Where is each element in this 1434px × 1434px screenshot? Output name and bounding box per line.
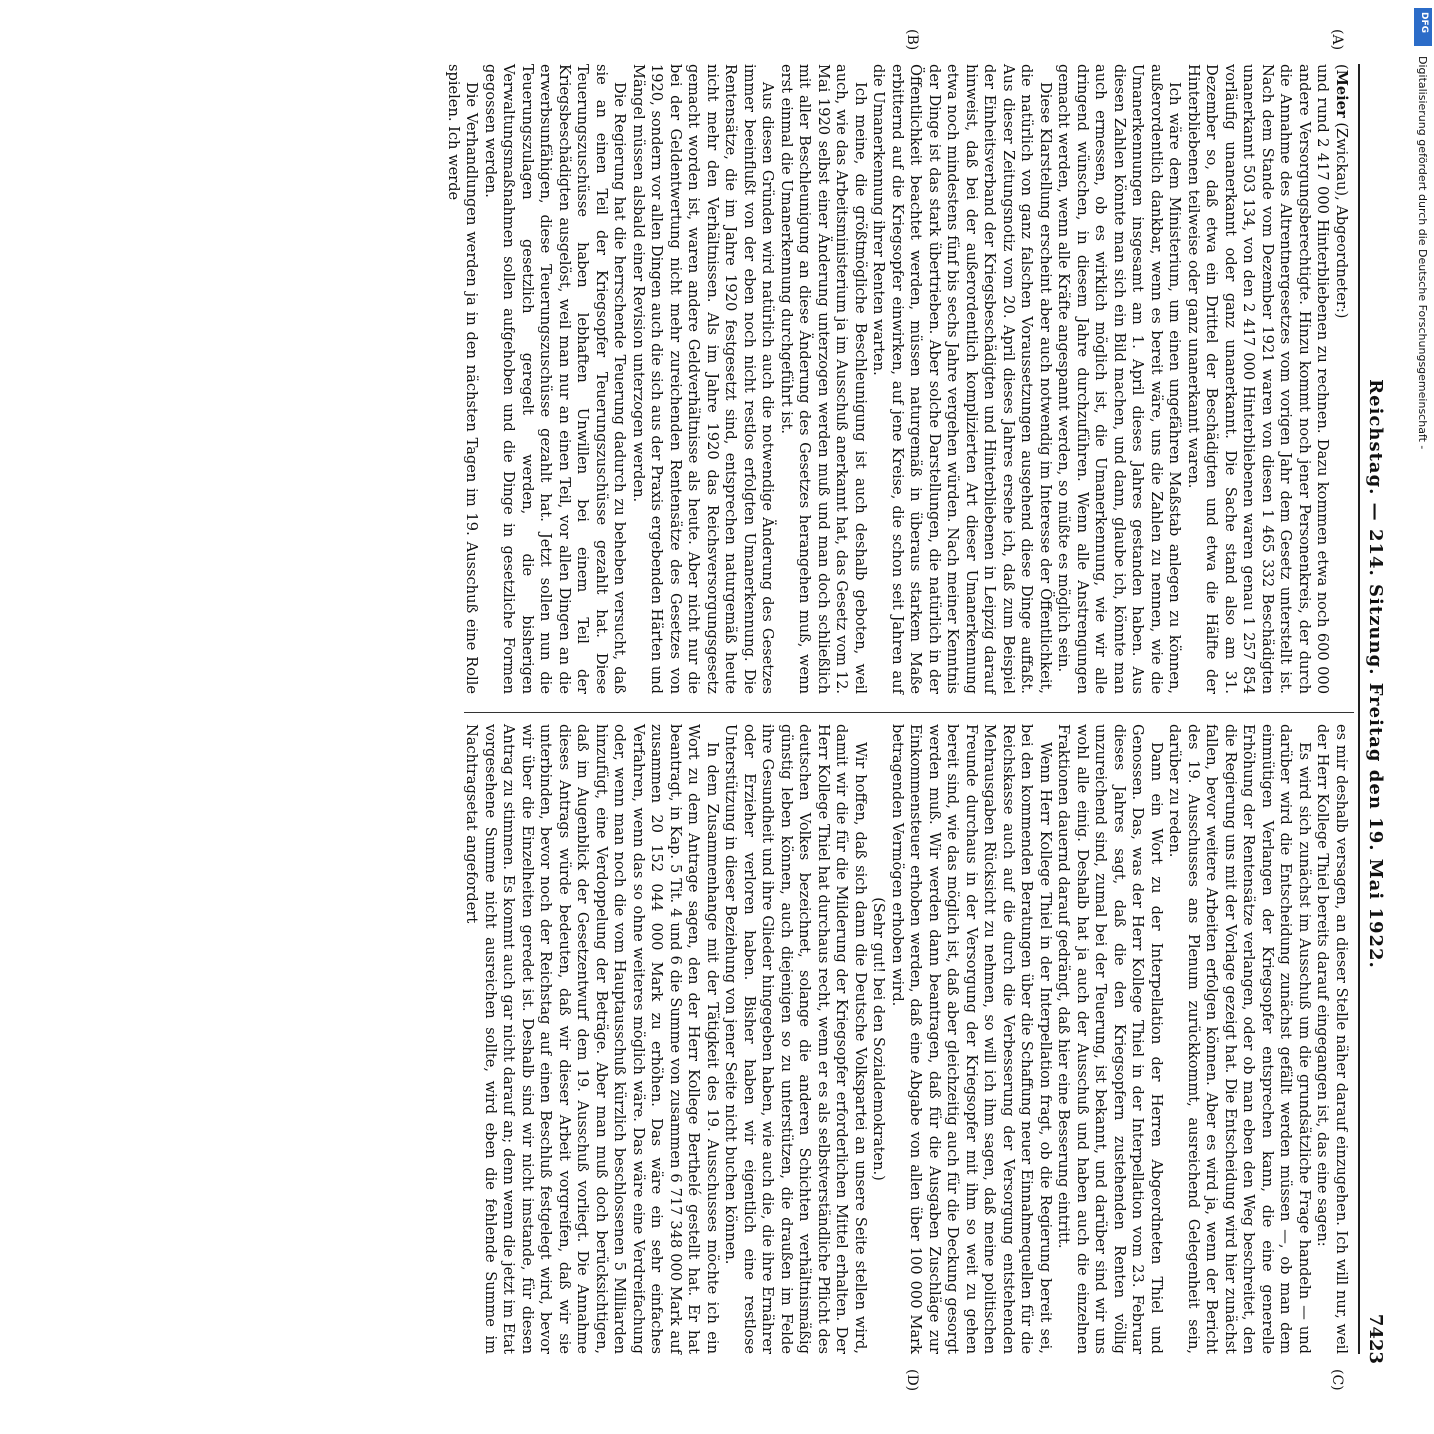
margin-mark-a: (A) — [1329, 29, 1345, 51]
speaker-line: (Meier (Zwickau), Abgeordneter:) — [1333, 64, 1350, 319]
paragraph: Wenn Herr Kollege Thiel in der Interpellation fragt, ob die Regierung bereit sei, bei den kommenden Beratungen über die Schaffung neuer Einnahmequellen für die Reichskasse auch auf die durch die Verbesserung der Versorgung entstehenden Mehrausgaben Rücksicht zu nehmen, so will ich ihm sagen, daß meine politischen Freunde durchaus in der Versorgung der Kriegsopfer mit ihm so weit zu gehen bereit sind, wie das möglich ist, daß aber gleichzeitig auch für die Deckung gesorgt werden muß. Wir werden dann beantragen, daß für die Ausgaben Zuschläge zur Einkommensteuer erhoben werden, daß eine Abgabe von allen über 100 000 Mark betragenden Vermögen erhoben wird. — [889, 724, 1054, 1354]
paragraph: Es wird sich zunächst im Ausschuß um die grundsätzliche Frage handeln — und darüber wird die Entscheidung zunächst gefällt werden müssen —, ob man dem einmütigen Verlangen der Kriegsopfer entsprechen kann, die eine generelle Erhöhung der Rentensätze verlangen, oder ob man eben den Weg beschreitet, den die Regierung uns mit der Vorlage gezeigt hat. Die Entscheidung wird hier zunächst fallen, bevor weitere Arbeiten erfolgen können. Aber es wird ja, wenn der Bericht des 19. Ausschusses ans Plenum zurückkommt, ausreichend Gelegenheit sein, darüber zu reden. — [1166, 724, 1313, 1354]
page-number: 7423 — [1365, 1313, 1387, 1364]
margin-mark-c: (C) — [1329, 1369, 1345, 1391]
speaker-note: (Zwickau), Abgeordneter: — [1333, 122, 1350, 313]
side-note-text: Digitalisierung gefördert durch die Deutsche Forschungsgemeinschaft - — [1416, 56, 1429, 450]
page-header — [1362, 64, 1390, 1364]
left-column — [445, 64, 1350, 694]
paragraph: Dann ein Wort zu der Interpellation der Herren Abgeordneten Thiel und Genossen. Das, was der Herr Kollege Thiel in der Interpellation vom 23. Februar dieses Jahres sagt, daß die den Kriegsopfern zustehenden Renten völlig unzureichend sind, zumal bei der Teuerung, ist bekannt, und darüber sind wir uns wohl alle einig. Deshalb hat ja auch der Ausschuß und haben auch die einzelnen Fraktionen dauernd darauf gedrängt, daß hier eine Besserung eintritt. — [1055, 724, 1165, 1354]
paragraph: Die Regierung hat die herrschende Teuerung dadurch zu beheben versucht, daß sie an einen Teil der Kriegsopfer Teuerungszuschüsse gezahlt hat. Diese Teuerungszuschüsse haben lebhaften Unwillen bei einem Teil der Kriegsbeschädigten ausgelöst, weil man nur an einen Teil, vor allen Dingen an die erwerbsunfähigen, diese Teuerungszuschüsse gezahlt hat. Jetzt sollen nun die Teuerungszulagen gesetzlich geregelt werden, die bisherigen Verwaltungsmaßnahmen sollen aufgehoben und die Dinge in gesetzliche Formen gegossen werden. — [482, 64, 629, 694]
paragraph: und rund 2 417 000 Hinterbliebenen zu rechnen. Dazu kommen etwa noch 600 000 andere Versorgungsberechtigte. Hinzu kommt noch jener Personenkreis, der durch die Annahme des Altrentnergesetzes vom vorigen Jahr dem Gesetz unterstellt ist. Nach dem Stande vom Dezember 1921 waren von diesen 1 465 332 Beschädigten unanerkannt 503 134, von den 2 417 000 Hinterbliebenen waren genau 1 257 854 vorläufig unanerkannt oder ganz unanerkannt. Die Sache stand also am 31. Dezember so, daß etwa ein Drittel der Beschädigten und etwa die Hälfte der Hinterbliebenen teilweise oder ganz unanerkannt waren. — [1185, 64, 1332, 694]
margin-mark-b: (B) — [904, 29, 920, 51]
running-header: Reichstag. — 214. Sitzung. Freitag den 19. Mai 1922. — [1365, 379, 1387, 969]
speaker-name: Meier — [1333, 69, 1350, 118]
paragraph: Diese Klarstellung erscheint aber auch notwendig im Interesse der Öffentlichkeit, die natürlich von ganz falschen Voraussetzungen ausgehend diese Dinge auffaßt. Aus dieser Zeitungsnotiz vom 20. April dieses Jahres ersehe ich, daß zum Beispiel der Einheitsverband der Kriegsbeschädigten und Hinterbliebenen in Leipzig darauf hinweist, daß bei der außerordentlich komplizierten Art dieser Umanerkennung etwa noch mindestens fünf bis sechs Jahre vergehen würden. Nach meiner Kenntnis der Dinge ist das stark übertrieben. Aber solche Darstellungen, die natürlich in der Öffentlichkeit beachtet werden, müssen naturgemäß in überaus starkem Maße erbitternd auf die Kriegsopfer einwirken, auf jene Kreise, die schon seit Jahren auf die Umanerkennung ihrer Renten warten. — [870, 64, 1054, 694]
interjection: (Sehr gut! bei den Sozialdemokraten.) — [870, 897, 888, 1181]
rotated-content — [446, 24, 1390, 1394]
margin-mark-d: (D) — [904, 1369, 920, 1392]
paragraph: Die Verhandlungen werden ja in den nächsten Tagen im 19. Ausschuß eine Rolle spielen. Ich werde — [445, 64, 481, 694]
paragraph: Ich wäre dem Ministerium, um einen ungefähren Maßstab anlegen zu können, außerordentlich dankbar, wenn es bereit wäre, uns die Zahlen zu nennen, wie die Umanerkennungen insgesamt am 1. April dieses Jahres gestanden haben. Aus diesen Zahlen könnte man sich ein Bild machen, und dann, glaube ich, könnte man auch ermessen, ob es wirklich möglich ist, die Umanerkennung, wie wir alle dringend wünschen, in diesem Jahre durchzuführen. Wenn alle Anstrengungen gemacht werden, wenn alle Kräfte angespannt werden, so müßte es möglich sein. — [1055, 64, 1184, 694]
paragraph: Aus diesen Gründen wird natürlich auch die notwendige Änderung des Gesetzes immer beeinflußt von der eben noch nicht restlos erfolgten Umanerkennung. Die Rentensätze, die im Jahre 1920 festgesetzt sind, entsprechen naturgemäß heute nicht mehr den Verhältnissen. Als im Jahre 1920 das Reichsversorgungsgesetz gemacht worden ist, waren andere Geldverhältnisse als heute. Aber nicht nur die bei der Geldentwertung nicht mehr zureichenden Rentensätze des Gesetzes von 1920, sondern vor allen Dingen auch die sich aus der Praxis ergebenden Härten und Mängel müssen alsbald einer Revision unterzogen werden. — [630, 64, 777, 694]
dfg-logo: DFG — [1414, 8, 1432, 46]
right-column — [460, 724, 1350, 1354]
side-note — [1414, 8, 1432, 998]
column-divider — [464, 712, 1354, 713]
paragraph: es mir deshalb versagen, an dieser Stelle näher darauf einzugehen. Ich will nur, weil der Herr Kollege Thiel bereits darauf eingegangen ist, das eine sagen: — [1314, 724, 1350, 1354]
header-rule — [1358, 64, 1360, 1354]
paragraph: Wir hoffen, daß sich dann die Deutsche Volkspartei an unsere Seite stellen wird, damit wir die für die Milderung der Kriegsopfer erforderlichen Mittel erhalten. Der Herr Kollege Thiel hat durchaus recht, wenn er es als selbstverständliche Pflicht des deutschen Volkes bezeichnet, solange die anderen Schichten verhältnismäßig günstig leben können, auch diejenigen so zu unterstützen, die draußen im Felde ihre Gesundheit und ihre Glieder hingegeben haben, wie auch die, die ihre Ernährer oder Erzieher verloren haben. Bisher haben wir eigentlich eine restlose Unterstützung in dieser Beziehung von jener Seite nicht buchen können. — [722, 724, 869, 1354]
paragraph: Ich meine, die größtmögliche Beschleunigung ist auch deshalb geboten, weil auch, wie das Arbeitsministerium ja im Ausschuß anerkannt hat, das Gesetz vom 12. Mai 1920 selbst einer Änderung unterzogen werden muß und man doch schließlich mit aller Beschleunigung an diese Änderung des Gesetzes herangehen muß, wenn erst einmal die Umanerkennung durchgeführt ist. — [778, 64, 869, 694]
paragraph: In dem Zusammenhange mit der Tätigkeit des 19. Ausschusses möchte ich ein Wort zu dem Antrage sagen, den der Herr Kollege Berthelé gestellt hat. Er hat beantragt, in Kap. 5 Tit. 4 und 6 die Summe von zusammen 6 717 348 000 Mark auf zusammen 20 152 044 000 Mark zu erhöhen. Das wäre ein sehr einfaches Verfahren, wenn das so ohne weiteres möglich wäre. Das wäre eine Verdreifachung oder, wenn man noch die vom Hauptausschuß kürzlich beschlossenen 5 Milliarden hinzufügt, eine Verdoppelung der Beträge. Aber man muß doch berücksichtigen, daß im Augenblick der Gesetzentwurf dem 19. Ausschuß vorliegt. Die Annahme dieses Antrags würde bedeuten, daß wir dieser Arbeit vorgreifen, daß wir sie unterbinden, bevor noch der Reichstag auf einen Beschluß festgelegt wird, bevor wir über die Einzelheiten geredet ist. Deshalb sind wir nicht imstande, für diesen Antrag zu stimmen. Es kommt auch gar nicht darauf an; denn wenn die jetzt im Etat vorgesehene Summe nicht ausreichen sollte, wird eben die fehlende Summe im Nachtragsetat angefordert — [463, 724, 721, 1354]
